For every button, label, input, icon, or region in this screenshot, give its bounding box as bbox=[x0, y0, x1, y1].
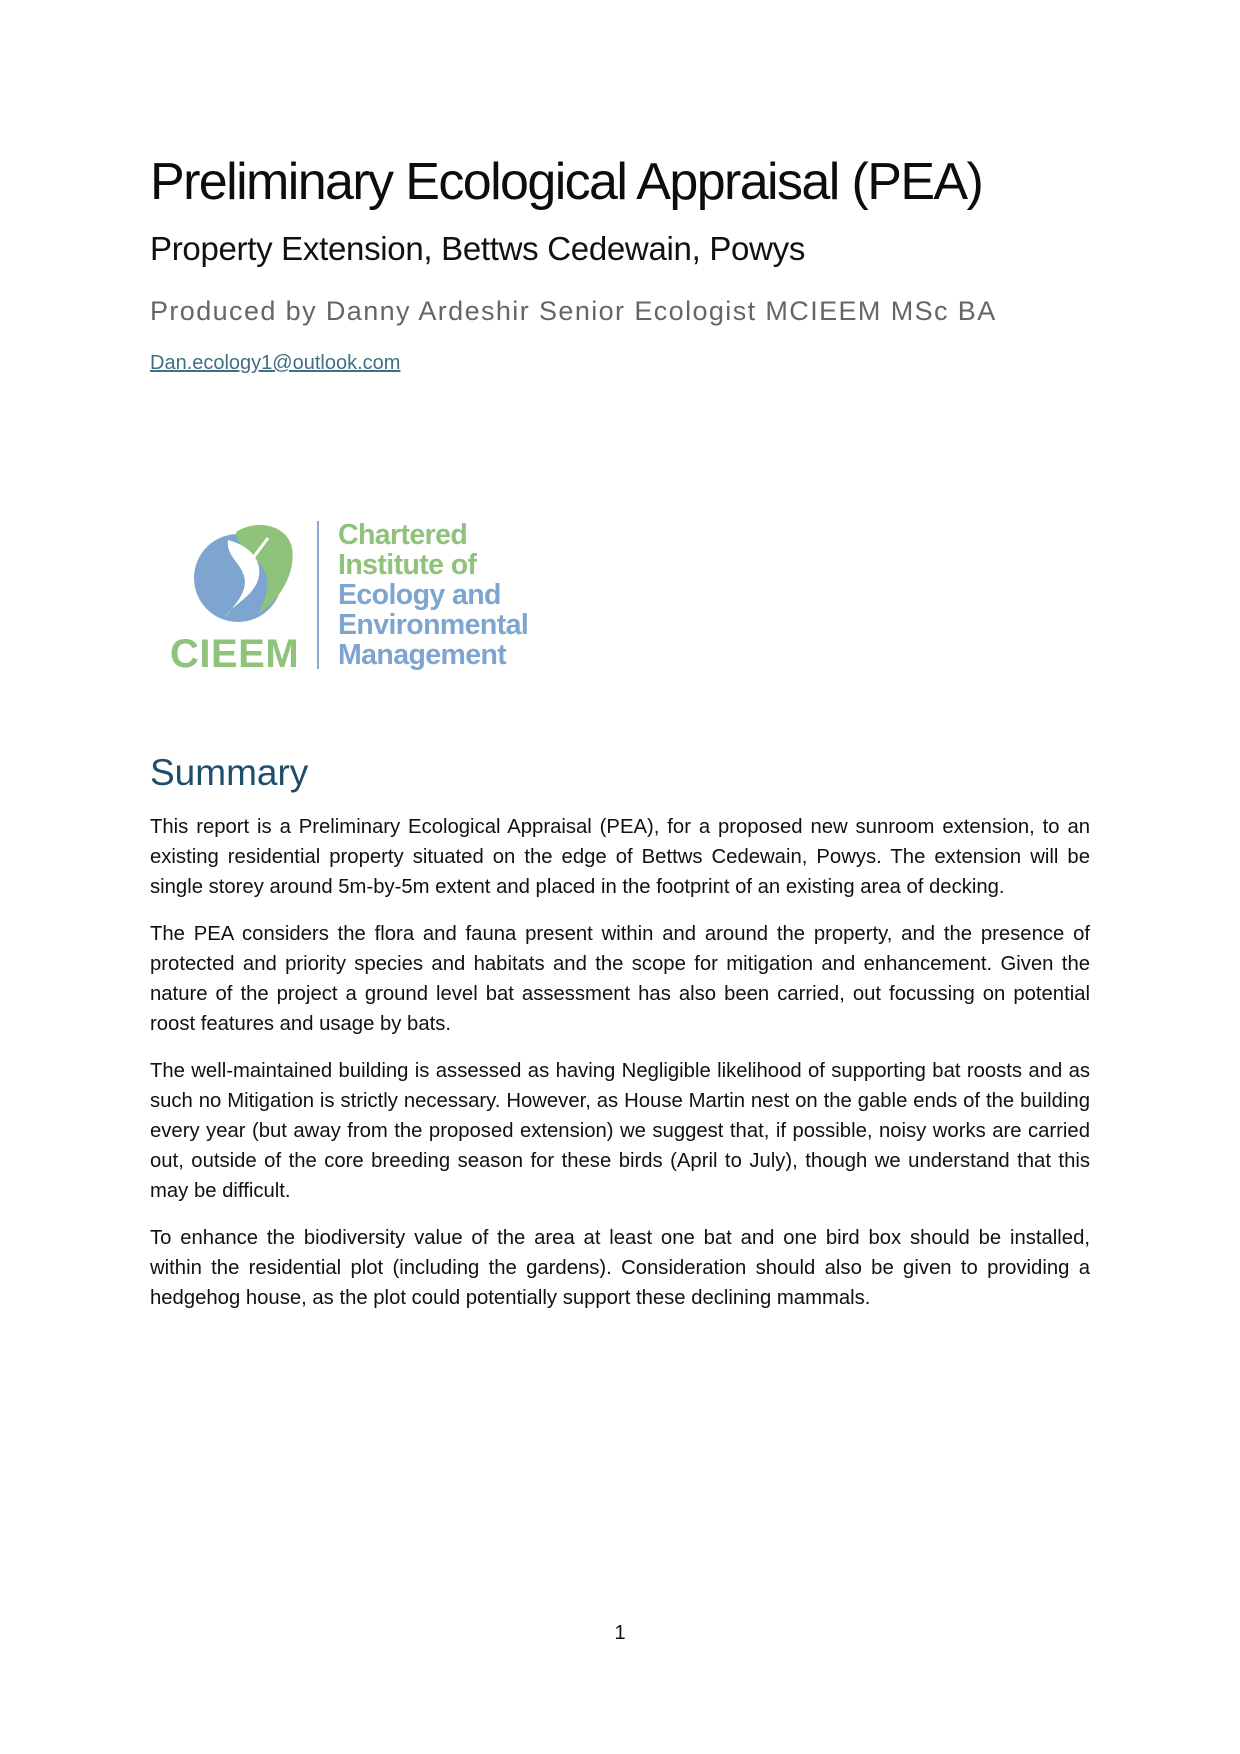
page-number: 1 bbox=[614, 1622, 626, 1644]
logo-line: Environmental bbox=[338, 609, 529, 641]
summary-paragraph: To enhance the biodiversity value of the area at least one bat and one bird box should be installed, within the residential plot (including the gardens). Consideration should also be given to providing a hedgehog house, as the plot could potentially support these declining mammals. bbox=[150, 1227, 1090, 1309]
logo-acronym: CIEEM bbox=[170, 632, 300, 676]
summary-body bbox=[150, 812, 1090, 1330]
logo-line: Management bbox=[338, 639, 507, 671]
summary-paragraph: The PEA considers the flora and fauna present within and around the property, and the presence of protected and priority species and habitats and the scope for mitigation and enhancement. Given the nature of the project a ground level bat assessment has also been carried, out focussing on potential roost features and usage by bats. bbox=[150, 923, 1090, 1035]
leaf-water-emblem-icon bbox=[188, 518, 298, 628]
email-link[interactable]: Dan.ecology1@outlook.com bbox=[150, 352, 401, 374]
summary-heading: Summary bbox=[150, 752, 309, 793]
logo-line: Ecology and bbox=[338, 579, 501, 611]
document-title: Preliminary Ecological Appraisal (PEA) bbox=[150, 153, 983, 211]
summary-paragraph: This report is a Preliminary Ecological Appraisal (PEA), for a proposed new sunroom extension, to an existing residential property situated on the edge of Bettws Cedewain, Powys. The extension will be single storey around 5m-by-5m extent and placed in the footprint of an existing area of decking. bbox=[150, 816, 1090, 898]
logo-divider bbox=[317, 521, 319, 669]
logo-wordmark bbox=[338, 520, 528, 670]
cieem-logo bbox=[170, 515, 540, 675]
summary-paragraph: The well-maintained building is assessed as having Negligible likelihood of supporting bat roosts and as such no Mitigation is strictly necessary. However, as House Martin nest on the gable ends of the building every year (but away from the proposed extension) we suggest that, if possible, noisy works are carried out, outside of the core breeding season for these birds (April to July), though we understand that this may be difficult. bbox=[150, 1060, 1090, 1202]
logo-line: Chartered bbox=[338, 519, 468, 551]
logo-line: Institute of bbox=[338, 549, 477, 581]
author-line: Produced by Danny Ardeshir Senior Ecologist MCIEEM MSc BA bbox=[150, 296, 997, 326]
document-subtitle: Property Extension, Bettws Cedewain, Powys bbox=[150, 230, 806, 267]
